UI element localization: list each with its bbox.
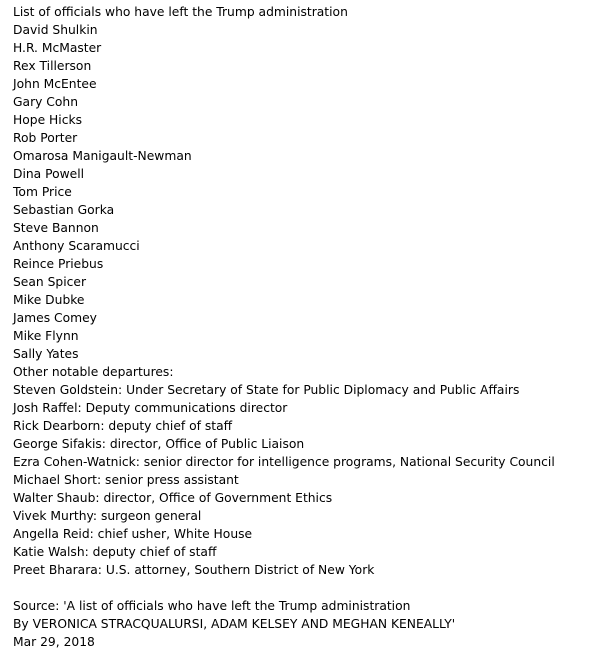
- source-date: Mar 29, 2018: [13, 635, 95, 649]
- source-citation: [13, 597, 598, 651]
- departure-item: Josh Raffel: Deputy communications director: [13, 401, 288, 415]
- official-item: Hope Hicks: [13, 113, 83, 127]
- departure-item: Walter Shaub: director, Office of Government Ethics: [13, 491, 333, 505]
- official-item: Steve Bannon: [13, 221, 99, 235]
- official-item: Tom Price: [13, 185, 72, 199]
- source-authors: By VERONICA STRACQUALURSI, ADAM KELSEY AND MEGHAN KENEALLY': [13, 617, 456, 631]
- source-line: Source: 'A list of officials who have left the Trump administration: [13, 599, 411, 613]
- officials-list: [13, 21, 598, 363]
- official-item: Sean Spicer: [13, 275, 87, 289]
- document: [13, 3, 598, 651]
- blank-line: [13, 579, 598, 597]
- official-item: Dina Powell: [13, 167, 85, 181]
- official-item: Anthony Scaramucci: [13, 239, 140, 253]
- official-item: Sebastian Gorka: [13, 203, 115, 217]
- official-item: Omarosa Manigault-Newman: [13, 149, 192, 163]
- official-item: John McEntee: [13, 77, 97, 91]
- departure-item: Angella Reid: chief usher, White House: [13, 527, 253, 541]
- official-item: David Shulkin: [13, 23, 98, 37]
- official-item: James Comey: [13, 311, 97, 325]
- official-item: Rex Tillerson: [13, 59, 92, 73]
- departure-item: Ezra Cohen-Watnick: senior director for intelligence programs, National Security Council: [13, 455, 555, 469]
- departure-item: Katie Walsh: deputy chief of staff: [13, 545, 217, 559]
- official-item: Rob Porter: [13, 131, 78, 145]
- official-item: Mike Flynn: [13, 329, 79, 343]
- departure-item: Michael Short: senior press assistant: [13, 473, 239, 487]
- official-item: Reince Priebus: [13, 257, 104, 271]
- official-item: H.R. McMaster: [13, 41, 102, 55]
- official-item: Sally Yates: [13, 347, 79, 361]
- official-item: Gary Cohn: [13, 95, 79, 109]
- document-title: List of officials who have left the Trump administration: [13, 5, 348, 19]
- departure-item: Preet Bharara: U.S. attorney, Southern District of New York: [13, 563, 375, 577]
- official-item: Mike Dubke: [13, 293, 85, 307]
- other-departures-heading: Other notable departures:: [13, 365, 174, 379]
- other-departures-list: [13, 381, 598, 579]
- departure-item: Rick Dearborn: deputy chief of staff: [13, 419, 233, 433]
- departure-item: Vivek Murthy: surgeon general: [13, 509, 202, 523]
- departure-item: Steven Goldstein: Under Secretary of State for Public Diplomacy and Public Affairs: [13, 383, 520, 397]
- departure-item: George Sifakis: director, Office of Public Liaison: [13, 437, 305, 451]
